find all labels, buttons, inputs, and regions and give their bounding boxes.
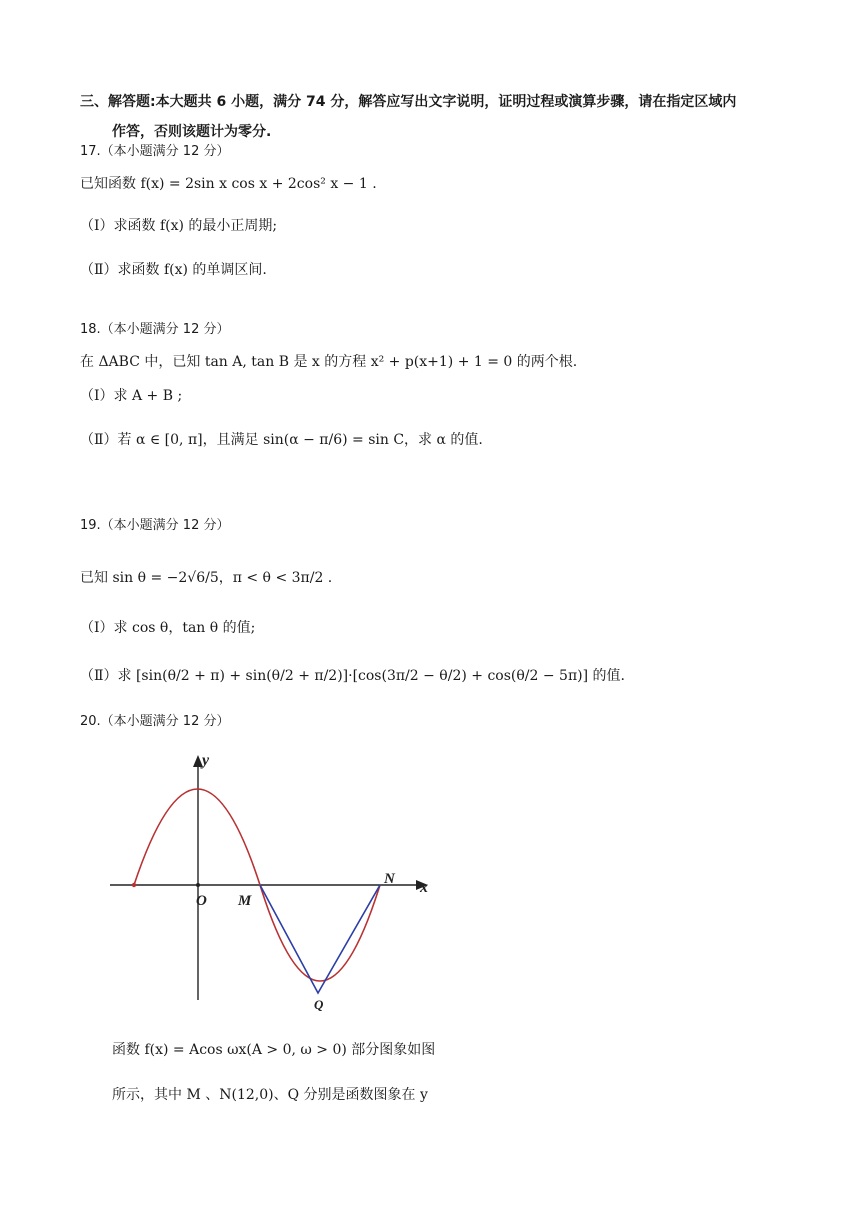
function-graph — [110, 745, 440, 1015]
label-q: Q — [314, 997, 324, 1012]
q20-line2: 所示，其中 M 、N(12,0)、Q 分别是函数图象在 y — [112, 1087, 428, 1103]
q17-part1: （Ⅰ）求函数 f(x) 的最小正周期; — [80, 218, 278, 234]
q18-header: 18.（本小题满分 12 分） — [80, 322, 230, 337]
q19-part2: （Ⅱ）求 [sin(θ/2 + π) + sin(θ/2 + π/2)]·[cos(3π/2 − θ/2) + cos(θ/2 − 5π)] 的值. — [80, 668, 625, 684]
q19-part1: （Ⅰ）求 cos θ，tan θ 的值; — [80, 620, 256, 636]
q19-stem: 已知 sin θ = −2√6/5，π < θ < 3π/2 . — [80, 570, 333, 586]
section-heading-line1: 三、解答题:本大题共 6 小题，满分 74 分，解答应写出文字说明，证明过程或演算步骤，请在指定区域内 — [80, 94, 737, 110]
q18-part1: （Ⅰ）求 A + B ; — [80, 388, 183, 404]
x-label: x — [420, 879, 428, 896]
q18-stem: 在 ΔABC 中，已知 tan A, tan B 是 x 的方程 x² + p(x+1) + 1 = 0 的两个根. — [80, 354, 578, 370]
label-o: O — [196, 893, 207, 909]
q17-stem: 已知函数 f(x) = 2sin x cos x + 2cos² x − 1 . — [80, 176, 377, 192]
triangle-mqn — [260, 885, 380, 993]
q20-line1: 函数 f(x) = Acos ωx(A > 0, ω > 0) 部分图象如图 — [112, 1042, 436, 1058]
label-m: M — [238, 893, 252, 909]
y-label: y — [202, 752, 210, 769]
q17-header: 17.（本小题满分 12 分） — [80, 144, 230, 159]
q17-part2: （Ⅱ）求函数 f(x) 的单调区间. — [80, 262, 267, 278]
q18-part2: （Ⅱ）若 α ∈ [0, π]，且满足 sin(α − π/6) = sin C，求 α 的值. — [80, 432, 483, 448]
q20-header: 20.（本小题满分 12 分） — [80, 714, 230, 729]
section-heading-line2: 作答，否则该题计为零分. — [112, 124, 272, 140]
point-left — [132, 883, 136, 887]
q19-header: 19.（本小题满分 12 分） — [80, 518, 230, 533]
label-n: N — [384, 871, 395, 887]
origin-point — [196, 883, 200, 887]
